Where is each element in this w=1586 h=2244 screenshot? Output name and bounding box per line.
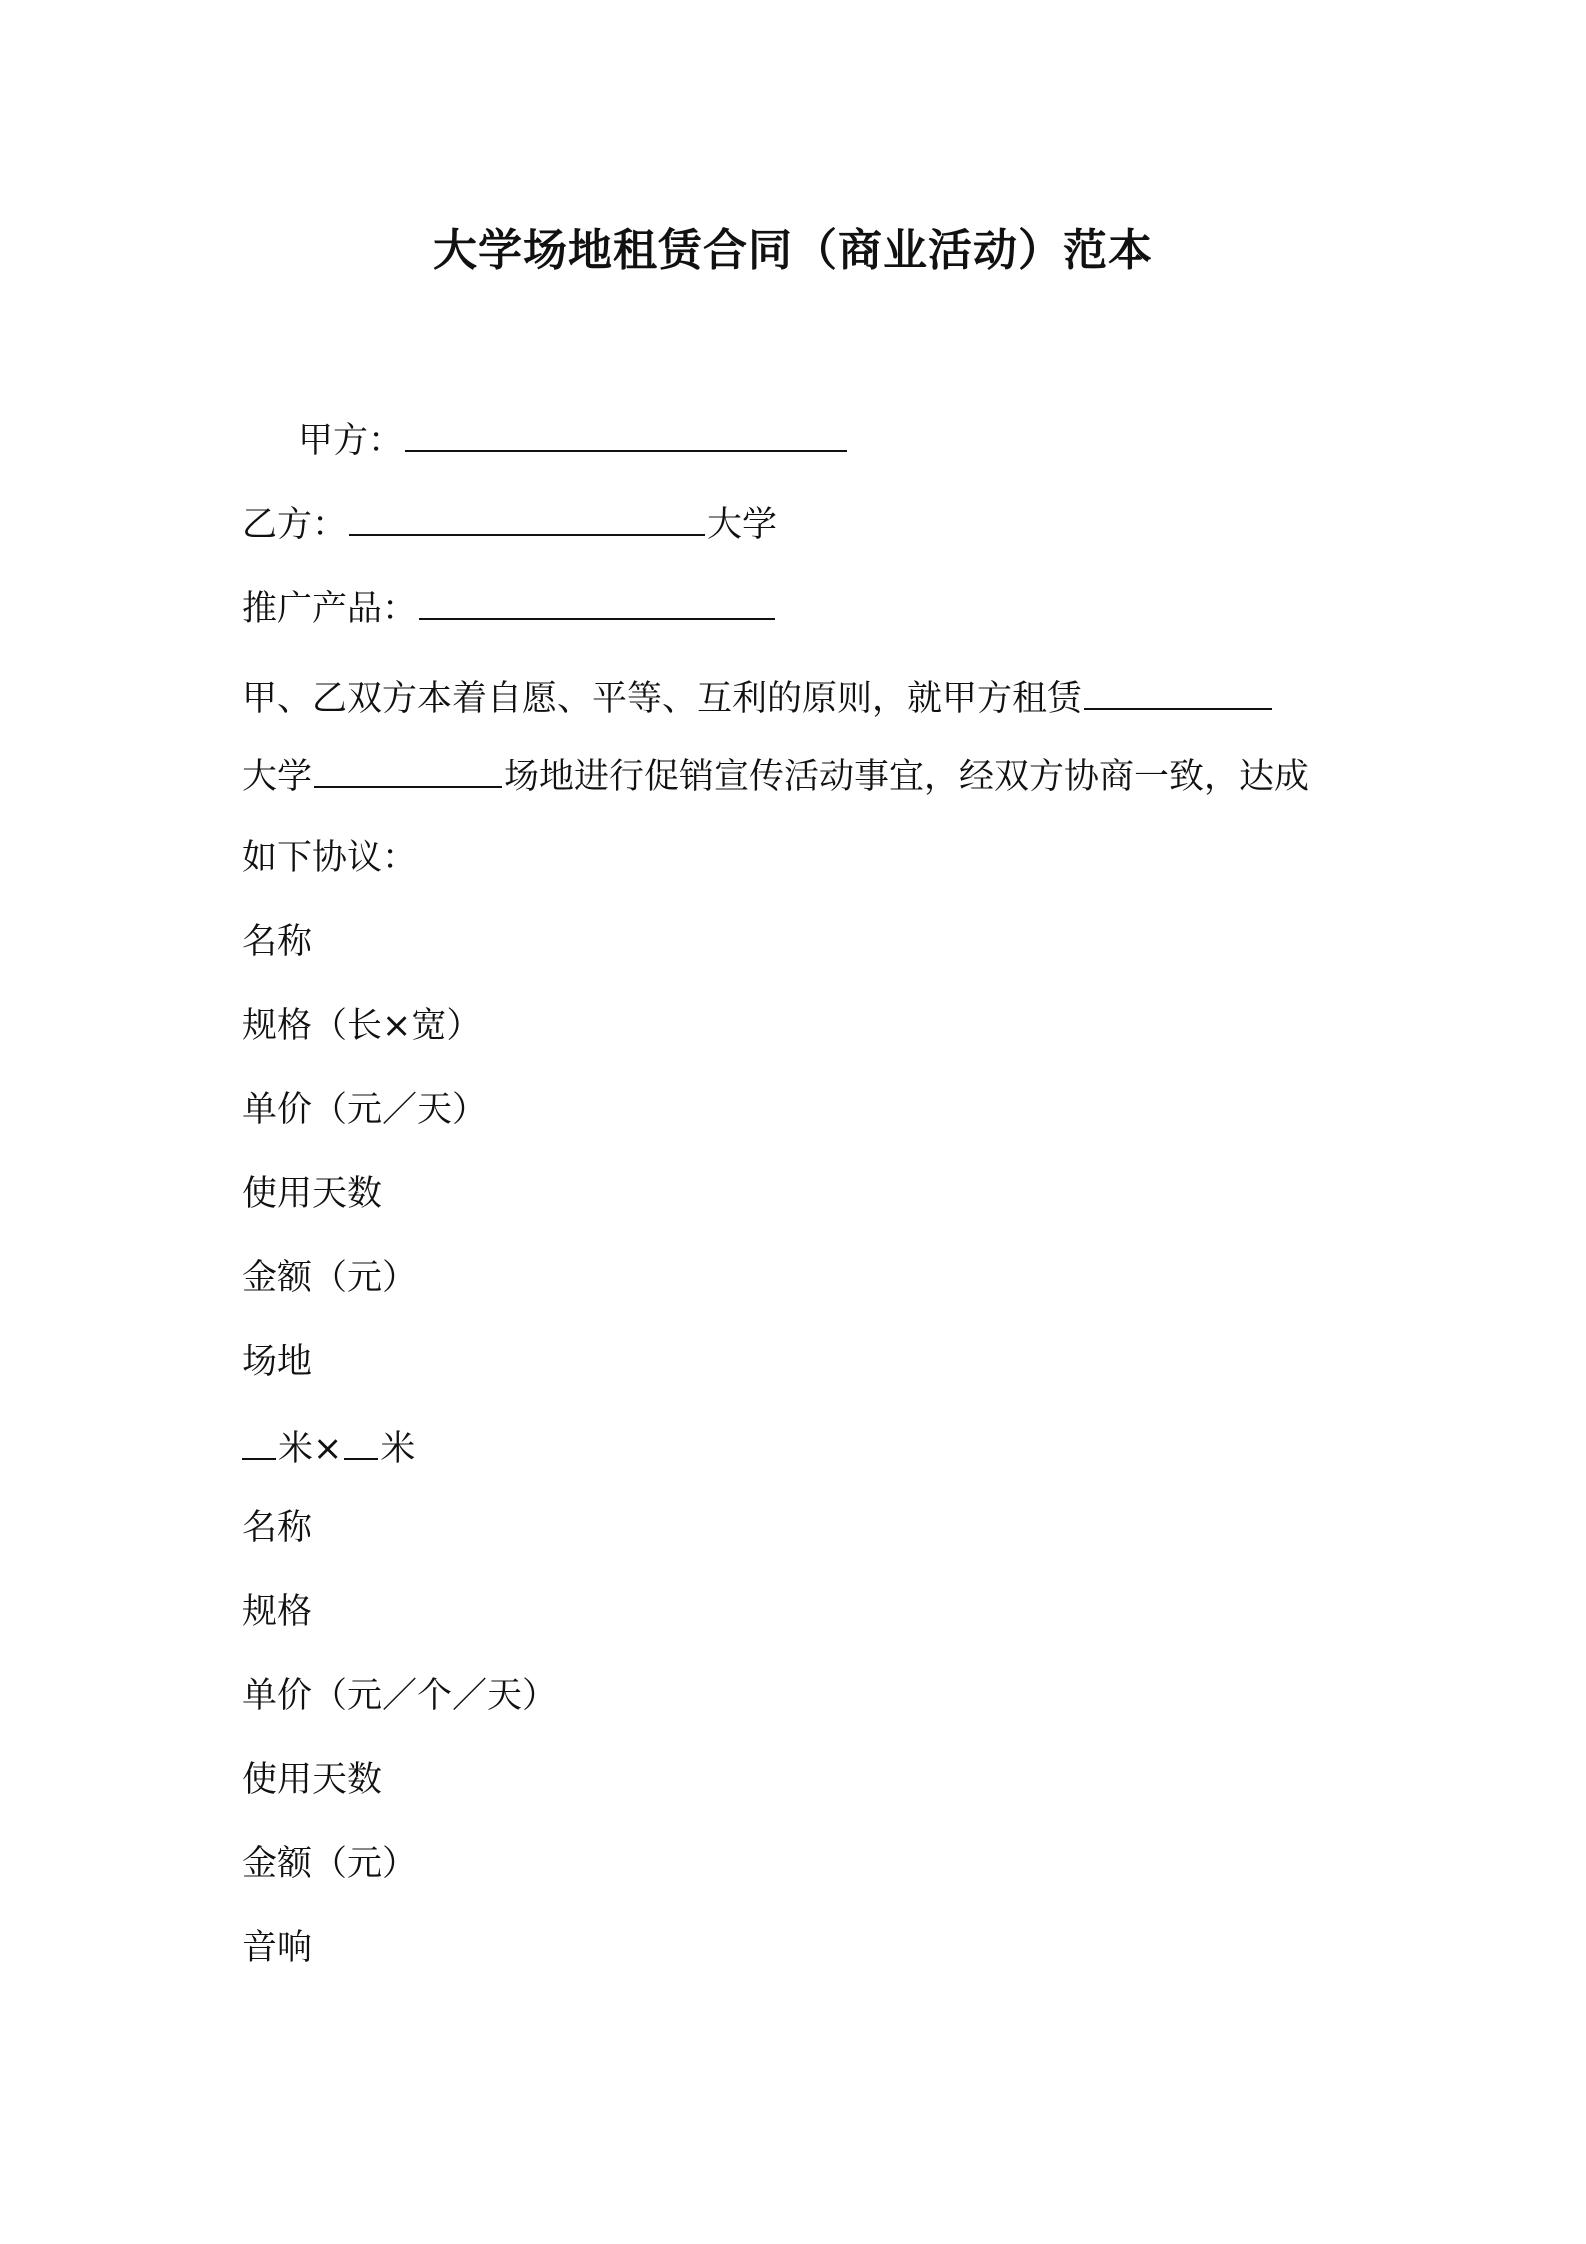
venue-item: 规格（长×宽）: [242, 1006, 482, 1046]
equipment-item: 音响: [242, 1928, 313, 1968]
party-b-blank: [349, 500, 705, 536]
equipment-item: 规格: [242, 1592, 313, 1632]
venue-item: 名称: [242, 922, 313, 962]
equipment-item: 名称: [242, 1508, 313, 1548]
size-unit-2: 米: [380, 1429, 416, 1469]
document-title: 大学场地租赁合同（商业活动）范本: [433, 225, 1153, 276]
intro-blank-1: [1084, 674, 1272, 710]
equipment-item: 金额（元）: [242, 1844, 418, 1884]
intro-text-2-suffix: 场地进行促销宣传活动事宜，经双方协商一致，达成: [504, 757, 1310, 797]
product-blank: [419, 584, 775, 620]
venue-item: 场地: [242, 1342, 313, 1382]
size-blank-1: [242, 1424, 276, 1460]
product-label: 推广产品：: [242, 589, 418, 629]
venue-item: 单价（元／天）: [242, 1090, 488, 1130]
party-b-suffix: 大学: [707, 505, 778, 545]
party-a-blank: [405, 416, 847, 452]
equipment-item: 单价（元／个／天）: [242, 1676, 558, 1716]
party-b-line: [242, 500, 777, 547]
party-a-label: 甲方：: [298, 421, 404, 461]
size-unit-1: 米×: [278, 1429, 343, 1469]
intro-line-3: 如下协议：: [242, 838, 418, 878]
intro-blank-2: [314, 752, 502, 788]
intro-line-1: [242, 674, 1274, 721]
intro-text-2-prefix: 大学: [242, 757, 313, 797]
product-line: [242, 584, 777, 631]
size-blank-2: [344, 1424, 378, 1460]
equipment-item: 使用天数: [242, 1760, 383, 1800]
venue-size-line: [242, 1424, 415, 1471]
venue-item: 金额（元）: [242, 1258, 418, 1298]
party-b-label: 乙方：: [242, 505, 348, 545]
intro-line-2: [242, 752, 1309, 799]
venue-item: 使用天数: [242, 1174, 383, 1214]
party-a-line: [298, 416, 849, 463]
intro-text-1: 甲、乙双方本着自愿、平等、互利的原则，就甲方租赁: [242, 679, 1083, 719]
